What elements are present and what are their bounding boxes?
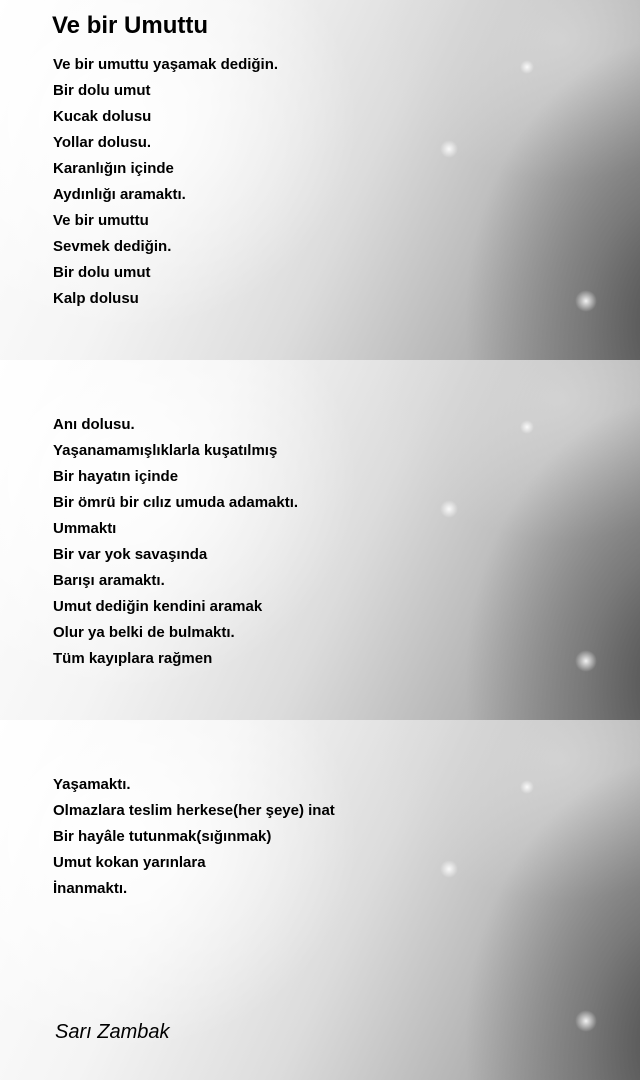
poem-line: Bir hayatın içinde (53, 468, 179, 485)
sparkle-decoration (440, 140, 458, 158)
sparkle-decoration (520, 780, 534, 794)
sparkle-decoration (575, 650, 597, 672)
sparkle-decoration (520, 420, 534, 434)
poem-line: Ve bir umuttu yaşamak dediğin. (53, 56, 279, 73)
poem-line: Anı dolusu. (53, 416, 135, 433)
poem-line: Umut kokan yarınlara (53, 854, 206, 871)
poem-line: Kalp dolusu (53, 290, 139, 307)
poem-line: Ve bir umuttu (53, 212, 149, 229)
sparkle-decoration (520, 60, 534, 74)
poem-line: Bir dolu umut (53, 82, 151, 99)
poem-line: Kucak dolusu (53, 108, 152, 125)
sparkle-decoration (575, 1010, 597, 1032)
poem-line: Yaşamaktı. (53, 776, 131, 793)
stanza-3 (53, 772, 335, 902)
poem-line: Bir var yok savaşında (53, 546, 208, 563)
sparkle-decoration (575, 290, 597, 312)
poem-line: Olmazlara teslim herkese(her şeye) inat (53, 802, 335, 819)
poem-panel-3 (0, 720, 640, 1080)
poem-title: Ve bir Umuttu (52, 12, 209, 39)
sparkle-decoration (440, 860, 458, 878)
poem-line: Yollar dolusu. (53, 134, 152, 151)
poem-line: Bir ömrü bir cılız umuda adamaktı. (53, 494, 299, 511)
poem-line: Barışı aramaktı. (53, 572, 165, 589)
poem-line: İnanmaktı. (53, 880, 128, 897)
poem-line: Tüm kayıplara rağmen (53, 650, 213, 667)
stanza-2 (53, 412, 298, 672)
poem-line: Yaşanamamışlıklarla kuşatılmış (53, 442, 278, 459)
poem-line: Ummaktı (53, 520, 117, 537)
poem-line: Bir hayâle tutunmak(sığınmak) (53, 828, 272, 845)
poem-line: Umut dediğin kendini aramak (53, 598, 263, 615)
poem-panel-1 (0, 0, 640, 360)
poem-line: Aydınlığı aramaktı. (53, 186, 186, 203)
stanza-1 (53, 52, 278, 312)
poem-panel-2 (0, 360, 640, 720)
poem-author: Sarı Zambak (55, 1021, 170, 1043)
poem-line: Karanlığın içinde (53, 160, 174, 177)
sparkle-decoration (440, 500, 458, 518)
poem-line: Olur ya belki de bulmaktı. (53, 624, 235, 641)
poem-line: Sevmek dediğin. (53, 238, 172, 255)
poem-line: Bir dolu umut (53, 264, 151, 281)
